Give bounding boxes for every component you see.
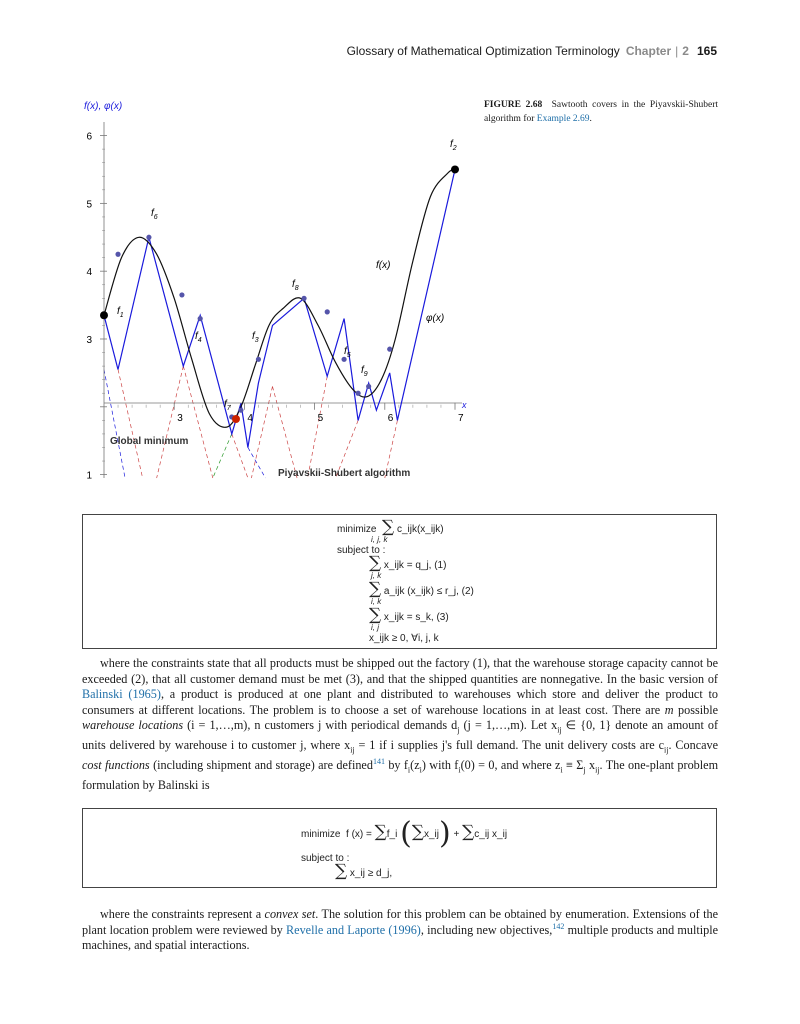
- figure-label: FIGURE 2.68: [484, 100, 543, 110]
- p1-text-17: x: [589, 758, 596, 773]
- sample-point: [198, 316, 203, 321]
- sample-point: [387, 347, 392, 352]
- label-f8: $f_8$: [292, 279, 299, 292]
- constraint-3: [369, 605, 449, 625]
- header-title: Glossary of Mathematical Optimization Terminology: [346, 44, 620, 58]
- p1-text-18: . The one-plant problem formulation by Balinski is: [82, 758, 719, 793]
- constraint-2-1: [335, 861, 392, 881]
- p1-text-11: (including shipment and storage) are defined: [153, 758, 373, 773]
- label-f7: $f_7$: [224, 399, 231, 412]
- sawtooth-guide-line: [213, 434, 232, 478]
- paragraph-1: where the constraints state that all products must be shipped out the factory (1), that the warehouse storage capacity cannot be exceeded (2), that all customer demand must be met (3), and that the shipped quantities are nonnegative. In the basic version of Balinski (1965), a product is produced at one plant and distributed to warehouses which store and deliver the product to consumers at different locations. The problem is to choose a set of warehouse locations in at least cost. There are m possible warehouse locations (i = 1,…,m), n customers j with periodical demands $d_j$ (j = 1,…,m). Let $x_{ij}$ ∈ {0, 1} denote an amount of units delivered by warehouse i to customer j, where $x_{ij} = 1$ if i supplies j's full demand. The unit delivery costs are $c_{ij}$. Concave cost functions (including shipment and storage) are defined$^{141}$ by $f_i(z_i)$ with $f_i(0) = 0$, and where $z_i \equiv \Sigma_j$ $x_{ij}$. The one-plant problem formulation by Balinski is: [82, 656, 719, 793]
- y-tick-label: 4: [86, 267, 92, 279]
- objective-subscript: i, j, k: [371, 535, 388, 544]
- p1-text-9: . Concave: [668, 738, 719, 753]
- p1-text-8: = 1 if i supplies j's full demand. The unit delivery costs are c: [358, 738, 664, 753]
- inner-term: x_ij: [423, 829, 439, 840]
- label-f3: $f_3$: [252, 331, 259, 344]
- x-tick-label: 4: [247, 412, 253, 424]
- balinski-link[interactable]: Balinski (1965): [82, 687, 161, 702]
- minimize-keyword: minimize: [337, 524, 377, 535]
- sample-point: [366, 384, 371, 389]
- sawtooth-guide-line: [248, 447, 266, 478]
- sum-symbol: ∑: [369, 553, 382, 573]
- x-tick-label: 3: [177, 412, 183, 424]
- page-number: 165: [696, 44, 717, 58]
- objective-line-2: [301, 816, 508, 851]
- caption-end: .: [589, 114, 592, 124]
- sum-symbol: ∑: [369, 605, 382, 625]
- p2-term-convex-set: convex set: [264, 907, 316, 921]
- endpoint-marker: [100, 311, 108, 319]
- sample-point: [238, 408, 243, 413]
- y-tick-label: 3: [86, 334, 92, 346]
- p1-text-2: , a product is produced at one plant and distributed to warehouses which store and deliver the product to consumers at different locations. The problem is to choose a set of warehouse locations in at least cost. There are: [82, 687, 718, 717]
- sum-symbol: ∑: [411, 822, 424, 842]
- cx-term: c_ij x_ij: [474, 829, 508, 840]
- subject-to-label: subject to :: [337, 545, 386, 556]
- caption-text: Sawtooth covers in the Piyavskii-Shubert algorithm for: [484, 100, 719, 124]
- sawtooth-chart: [0, 0, 800, 500]
- p1-text-13: (z: [410, 758, 420, 773]
- endpoint-marker: [451, 165, 459, 173]
- minimize-keyword-2: minimize: [301, 829, 341, 840]
- objective-term: c_ijk(x_ijk): [396, 524, 444, 535]
- revelle-laporte-link[interactable]: Revelle and Laporte (1996): [286, 922, 421, 937]
- constraint-3-subscript: i, j: [371, 623, 379, 632]
- label-f2: $f_2$: [450, 139, 457, 152]
- constraint-1-subscript: j, k: [371, 571, 382, 580]
- label-phi-curve: φ(x): [426, 313, 445, 324]
- formulation-box-warehouse: [82, 514, 717, 649]
- sample-point: [256, 357, 261, 362]
- constraint-3-text: x_ijk = s_k, (3): [383, 612, 449, 623]
- chapter-label: Chapter: [625, 44, 672, 58]
- sawtooth-guide-line: [251, 386, 272, 478]
- p1-text-7: ∈ {0, 1} denote an amount of units delivered by warehouse i to customer j, where x: [82, 718, 719, 753]
- constraint-4: x_ijk ≥ 0, ∀i, j, k: [369, 633, 439, 644]
- y-tick-label: 6: [86, 131, 92, 143]
- x-tick-label: 5: [317, 412, 324, 424]
- sample-point: [356, 391, 361, 396]
- y-tick-label: 5: [86, 199, 92, 211]
- global-minimum-marker: [232, 415, 240, 423]
- label-f1: $f_1$: [117, 306, 124, 319]
- x-tick-label: 6: [387, 412, 394, 424]
- p1-term-warehouse-locations: warehouse locations: [82, 718, 184, 733]
- caption-example-link[interactable]: Example 2.69: [536, 114, 590, 124]
- sum-symbol: ∑: [335, 861, 348, 881]
- p2-text-5: multiple products and multiple machines, and spatial interactions.: [82, 922, 719, 953]
- p1-text-6: (j = 1,…,m). Let x: [463, 718, 558, 733]
- constraint-2: [369, 579, 474, 599]
- subject-to-label-2: subject to :: [301, 853, 350, 864]
- paragraph-2: [82, 907, 718, 954]
- formulation-box-one-plant: [82, 808, 717, 888]
- sawtooth-guide-line: [272, 386, 297, 478]
- sample-point: [325, 309, 330, 314]
- sample-point: [301, 296, 306, 301]
- x-axis-label: x: [462, 400, 467, 410]
- footnote-141[interactable]: 141: [372, 757, 385, 767]
- fi-term: f_i: [386, 829, 398, 840]
- p1-text-1: where the constraints state that all products must be shipped out the factory (1), that the warehouse storage capacity cannot be exceeded (2), that all customer demand must be met (3), and that the shipped quantities are nonnegative. In the basic version of: [82, 656, 718, 686]
- p1-text-3: possible: [678, 702, 718, 717]
- objective-line: [337, 517, 444, 537]
- sample-point: [179, 292, 184, 297]
- sum-symbol: ∑: [374, 822, 387, 842]
- header-separator: |: [675, 44, 679, 58]
- p1-text-5: (i = 1,…,m), n customers j with periodical demands d: [187, 718, 458, 733]
- footnote-142[interactable]: 142: [552, 921, 565, 931]
- sample-point: [115, 252, 120, 257]
- p1-text-12: by f: [388, 758, 408, 773]
- sum-symbol: ∑: [462, 822, 475, 842]
- constraint-1-text: x_ijk = q_j, (1): [383, 560, 447, 571]
- label-f5: $f_5$: [344, 346, 351, 359]
- plus-sign: +: [453, 829, 460, 840]
- sum-symbol: ∑: [369, 579, 382, 599]
- p2-text-3: . The solution for this problem can be obtained by enumeration. Extensions of the plant location problem were reviewed by: [82, 907, 718, 937]
- label-global-minimum: Global minimum: [110, 436, 189, 447]
- constraint-2-1-text: x_ij ≥ d_j,: [349, 868, 393, 879]
- right-paren: ): [439, 816, 451, 851]
- sample-point: [146, 235, 151, 240]
- constraint-2-text: a_ijk (x_ijk) ≤ r_j, (2): [383, 586, 474, 597]
- p2-text-1: where the constraints represent a: [100, 907, 262, 921]
- p1-text-15: (0) = 0, and where z: [460, 758, 561, 773]
- label-f6: $f_6$: [151, 208, 158, 221]
- y-axis-label: f(x), φ(x): [84, 101, 123, 112]
- p2-text-4: , including new objectives,: [420, 922, 553, 937]
- chapter-number: 2: [682, 44, 689, 58]
- fx-term: f (x) =: [346, 829, 372, 840]
- label-f4: $f_4$: [195, 331, 202, 344]
- p1-term-cost-functions: cost functions: [82, 758, 150, 773]
- sawtooth-guide-line: [308, 376, 328, 478]
- left-paren: (: [400, 816, 412, 851]
- sum-symbol: ∑: [382, 517, 395, 537]
- x-tick-label: 7: [458, 412, 464, 424]
- f-curve: [104, 170, 455, 428]
- label-f9: $f_9$: [361, 365, 368, 378]
- p1-var-m: m: [664, 702, 674, 717]
- p1-text-14: ) with f: [421, 758, 459, 773]
- constraint-1: [369, 553, 446, 573]
- y-tick-label: 1: [86, 470, 92, 482]
- sawtooth-guide-line: [232, 434, 248, 478]
- label-algorithm: Piyavskii-Shubert algorithm: [278, 468, 411, 479]
- p1-text-16: ≡ Σ: [566, 758, 584, 773]
- constraint-2-subscript: i, k: [371, 597, 382, 606]
- label-f-curve: f(x): [376, 260, 391, 271]
